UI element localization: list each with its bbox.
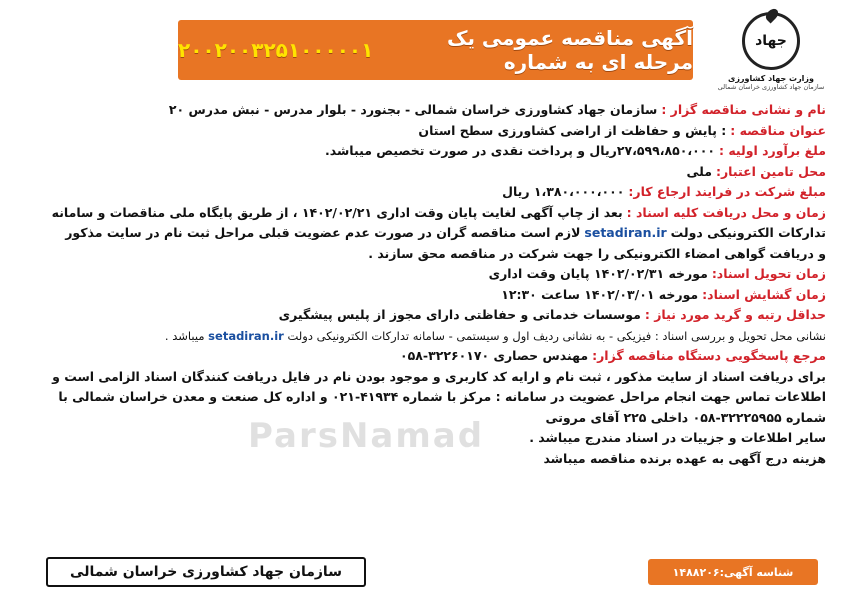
ad-id-badge: شناسه آگهی:۱۴۸۸۲۰۶ bbox=[648, 559, 818, 585]
jahad-emblem-icon bbox=[742, 12, 800, 70]
watermark: ParsNamad bbox=[248, 416, 485, 456]
leaf-icon bbox=[764, 7, 781, 24]
notice-title-text: آگهی مناقصه عمومی یک مرحله ای به شماره bbox=[446, 26, 693, 74]
line-tenderer: نام و نشانی مناقصه گزار : سازمان جهاد کشاورزی خراسان شمالی - بجنورد - بلوار مدرس - نبش مدرس ۲۰ bbox=[168, 102, 826, 117]
notice-header bbox=[8, 6, 840, 96]
line-delivery-time: زمان تحویل اسناد: مورخه ۱۴۰۲/۰۲/۳۱ پایان وقت اداری bbox=[488, 266, 826, 281]
line-note-2: اطلاعات تماس جهت انجام مراحل عضویت در سامانه : مرکز با شماره ۴۱۹۳۴-۰۲۱ و اداره کل صنعت و معدن خراسان شمالی با bbox=[58, 389, 826, 404]
line-note-3: شماره ۳۲۲۲۵۹۵۵-۰۵۸ داخلی ۲۲۵ آقای مروتی bbox=[545, 409, 826, 425]
notice-title bbox=[178, 20, 693, 80]
line-min-grade: حداقل رتبه و گرید مورد نیاز : موسسات خدماتی و حفاظتی دارای مجوز از پلیس پیشگیری bbox=[278, 307, 826, 322]
notice-body bbox=[8, 96, 840, 469]
footer-organization: سازمان جهاد کشاورزی خراسان شمالی bbox=[46, 557, 366, 587]
line-delivery-address: نشانی محل تحویل و بررسی اسناد : فیزیکی - به نشانی ردیف اول و سیستمی - سامانه تدارکات الکترونیکی دولت setadiran.ir میباشد . bbox=[164, 328, 826, 343]
line-note-1: برای دریافت اسناد از سایت مذکور ، ثبت نام و ارایه کد کاربری و موجود بودن نام در فایل دریافت کنندگان اسناد الزامی است و bbox=[52, 368, 826, 384]
ministry-name: وزارت جهاد کشاورزی bbox=[727, 74, 814, 83]
line-contact: مرجع پاسخگویی دستگاه مناقصه گزار: مهندس حصاری ۳۲۲۶۰۱۷۰-۰۵۸ bbox=[400, 348, 826, 363]
line-registration: تدارکات الکترونیکی دولت setadiran.ir لازم است مناقصه گران در صورت عدم عضویت قبلی مراحل ثبت نام در سایت مذکور bbox=[65, 225, 826, 240]
organization-name: سازمان جهاد کشاورزی خراسان شمالی bbox=[717, 83, 825, 91]
line-participation-fee: مبلغ شرکت در فرایند ارجاع کار: ۱،۳۸۰،۰۰۰،۰۰۰ ریال bbox=[502, 184, 826, 199]
line-document-receipt: زمان و محل دریافت کلیه اسناد : بعد از چاپ آگهی لغایت پایان وقت اداری ۱۴۰۲/۰۲/۲۱ ، از طریق پایگاه ملی مناقصات و سامانه bbox=[51, 204, 826, 220]
line-estimate: ملغ برآورد اولیه : ۲۷،۵۹۹،۸۵۰،۰۰۰ریال و پرداخت نقدی در صورت تخصیص میباشد. bbox=[325, 143, 826, 158]
setadiran-link-2[interactable]: setadiran.ir bbox=[208, 328, 284, 343]
emblem-text: جهاد bbox=[755, 33, 787, 49]
line-subject: عنوان مناقصه : : پایش و حفاظت از اراضی کشاورزی سطح استان bbox=[418, 122, 826, 138]
line-funding: محل تامین اعتبار: ملی bbox=[686, 163, 826, 179]
line-note-4: سایر اطلاعات و جزییات در اسناد مندرج میباشد . bbox=[529, 430, 826, 445]
notice-footer bbox=[8, 553, 840, 591]
setadiran-link[interactable]: setadiran.ir bbox=[584, 225, 667, 240]
line-signature: و دریافت گواهی امضاء الکترونیکی را جهت شرکت در مناقصه محق سازند . bbox=[368, 245, 826, 261]
line-note-5: هزینه درج آگهی به عهده برنده مناقصه میباشد bbox=[543, 450, 826, 466]
line-opening-time: زمان گشایش اسناد: مورخه ۱۴۰۲/۰۳/۰۱ ساعت ۱۲:۳۰ bbox=[501, 286, 826, 302]
tender-number: ۲۰۰۲۰۰۳۲۵۱۰۰۰۰۰۱ bbox=[178, 38, 374, 62]
